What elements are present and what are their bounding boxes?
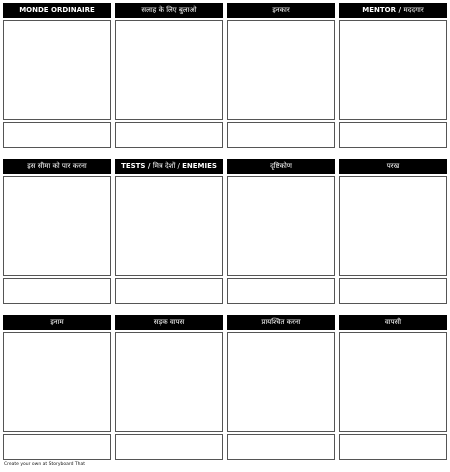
cell-title: [339, 159, 447, 174]
scene-box[interactable]: [3, 176, 111, 276]
cell-title-bold: MENTOR /: [362, 6, 404, 14]
caption-box[interactable]: [115, 122, 223, 148]
storyboard-row-1: [3, 3, 447, 147]
storyboard-cell: [227, 315, 335, 459]
storyboard-cell: [227, 3, 335, 147]
scene-box[interactable]: [339, 176, 447, 276]
caption-box[interactable]: [3, 278, 111, 304]
cell-title-bold: ENEMIES: [182, 162, 217, 170]
storyboard-cell: [3, 159, 111, 303]
storyboard-cell: [115, 159, 223, 303]
storyboard-cell: [115, 315, 223, 459]
storyboard-cell: [339, 315, 447, 459]
cell-title: [115, 315, 223, 330]
cell-title: [227, 315, 335, 330]
cell-title-text: दृष्टिकोण: [270, 162, 292, 170]
storyboard-cell: [339, 159, 447, 303]
scene-box[interactable]: [227, 20, 335, 120]
cell-title: [3, 315, 111, 330]
scene-box[interactable]: [227, 176, 335, 276]
storyboard-cell: [3, 315, 111, 459]
caption-box[interactable]: [115, 278, 223, 304]
storyboard-cell: [115, 3, 223, 147]
storyboard-row-2: [3, 159, 447, 303]
caption-box[interactable]: [227, 434, 335, 460]
cell-title-text: मददगार: [403, 6, 424, 14]
scene-box[interactable]: [3, 332, 111, 432]
cell-title: [3, 159, 111, 174]
cell-title: [227, 3, 335, 18]
cell-title-text: सड़क वापस: [153, 318, 185, 326]
cell-title-text: मित्र देशों /: [152, 162, 183, 170]
cell-title-text: प्रायश्चित करना: [261, 318, 301, 326]
scene-box[interactable]: [115, 332, 223, 432]
cell-title-text: इस सीमा को पार करना: [27, 162, 87, 170]
storyboard-cell: [339, 3, 447, 147]
caption-box[interactable]: [339, 278, 447, 304]
cell-title-text: इनाम: [50, 318, 64, 326]
storyboard-cell: [227, 159, 335, 303]
cell-title: [3, 3, 111, 18]
cell-title: [339, 3, 447, 18]
footer-credit[interactable]: Create your own at Storyboard That: [4, 462, 86, 467]
caption-box[interactable]: [227, 122, 335, 148]
cell-title-text: परख: [386, 162, 400, 170]
caption-box[interactable]: [3, 122, 111, 148]
cell-title: [115, 3, 223, 18]
caption-box[interactable]: [339, 434, 447, 460]
storyboard-row-3: [3, 315, 447, 459]
cell-title: [339, 315, 447, 330]
cell-title-text: सलाह के लिए बुलाओ: [141, 6, 197, 14]
storyboard-cell: [3, 3, 111, 147]
scene-box[interactable]: [3, 20, 111, 120]
caption-box[interactable]: [115, 434, 223, 460]
cell-title-bold: MONDE ORDINAIRE: [19, 6, 95, 14]
scene-box[interactable]: [115, 20, 223, 120]
cell-title-text: इनकार: [272, 6, 290, 14]
caption-box[interactable]: [3, 434, 111, 460]
cell-title-text: वापसी: [384, 318, 402, 326]
scene-box[interactable]: [339, 332, 447, 432]
caption-box[interactable]: [227, 278, 335, 304]
cell-title-bold: TESTS /: [121, 162, 153, 170]
scene-box[interactable]: [115, 176, 223, 276]
scene-box[interactable]: [339, 20, 447, 120]
cell-title: [115, 159, 223, 174]
caption-box[interactable]: [339, 122, 447, 148]
cell-title: [227, 159, 335, 174]
scene-box[interactable]: [227, 332, 335, 432]
